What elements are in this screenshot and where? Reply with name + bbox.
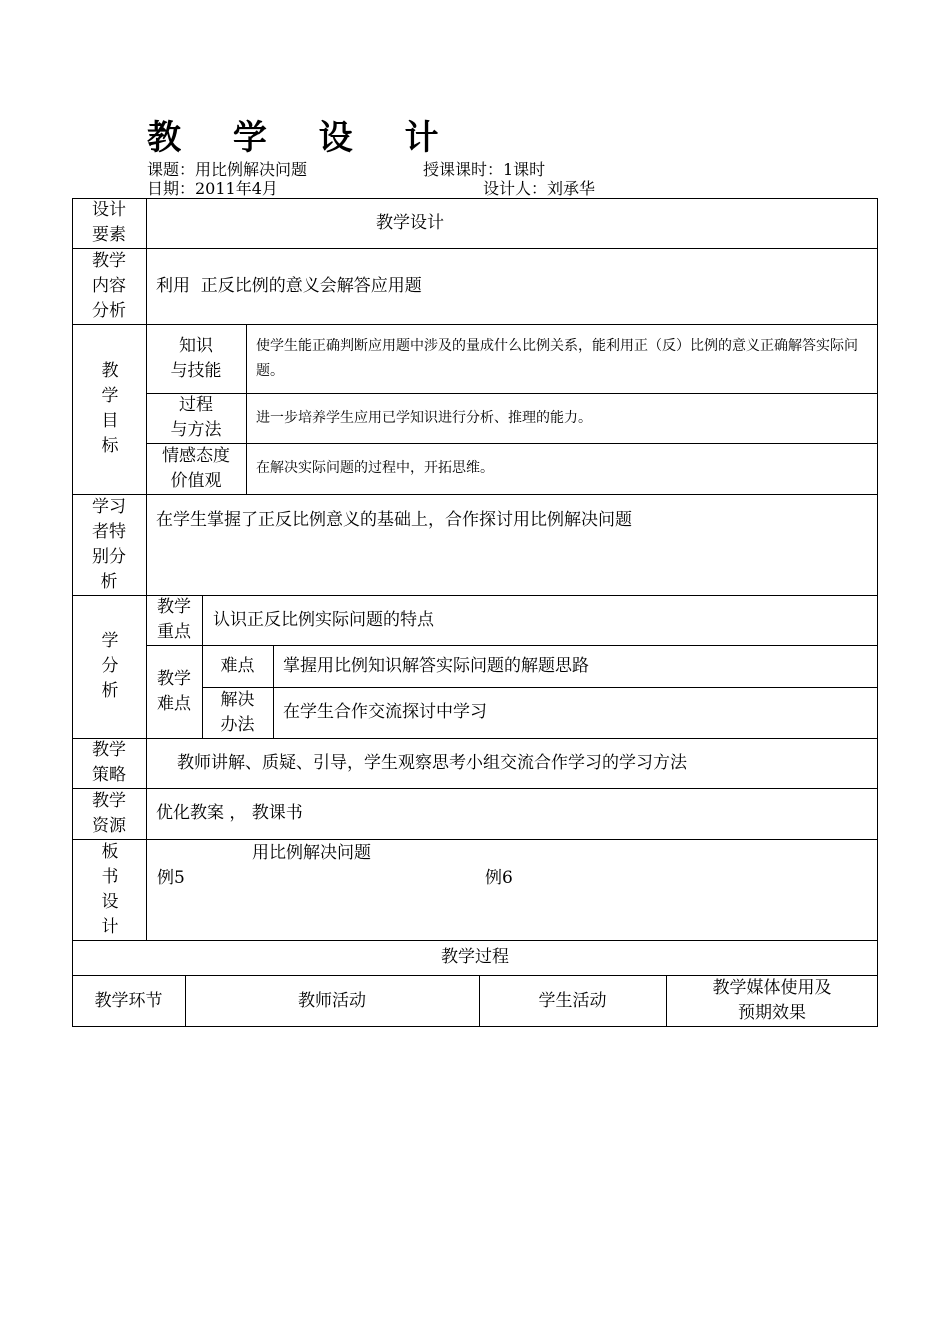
learner-text: 在学生掌握了正反比例意义的基础上，合作探讨用比例解决问题: [156, 510, 632, 530]
difficulty-divider: [273, 645, 274, 738]
analysis-label: 学 分 析: [101, 631, 119, 701]
key-point-label: 教学 重点: [157, 597, 191, 642]
hours-text: 授课课时：1课时: [423, 160, 546, 179]
board-example-5: 例5: [157, 868, 185, 888]
row-divider: [72, 839, 878, 840]
emotion-label: 情感态度 价值观: [162, 445, 230, 491]
design-label: 教学设计: [376, 212, 444, 233]
analysis-label-wrap: [100, 595, 120, 738]
process-method-label: 过程 与方法: [170, 395, 222, 440]
row-divider: [72, 494, 878, 495]
column-student: 学生活动: [538, 990, 607, 1011]
knowledge-label: 知识 与技能: [170, 335, 222, 381]
board-example-6: 例6: [485, 868, 513, 888]
strategy-text: 教师讲解、质疑、引导，学生观察思考小组交流合作学习的学习方法: [177, 752, 687, 773]
content-analysis-text: 利用 正反比例的意义会解答应用题: [156, 275, 422, 296]
resource-label: 教学 资源: [92, 790, 126, 836]
topic-text: 课题：用比例解决问题: [147, 160, 308, 179]
strategy-label: 教学 策略: [92, 740, 126, 785]
key-point-text: 认识正反比例实际问题的特点: [213, 609, 434, 630]
design-elements-label: 设计 要素: [92, 200, 126, 245]
knowledge-text: 使学生能正确判断应用题中涉及的量成什么比例关系，能利用正（反）比例的意义正确解答实际问题。: [256, 337, 858, 379]
process-method-text: 进一步培养学生应用已学知识进行分析、推理的能力。: [256, 409, 592, 426]
learner-label: 学习 者特 别分 析: [92, 496, 126, 592]
difficulty-label: 教学 难点: [157, 668, 191, 714]
hard-text: 掌握用比例知识解答实际问题的解题思路: [283, 655, 589, 676]
goals-label-wrap: [100, 324, 120, 494]
designer-text: 设计人：刘承华: [483, 179, 596, 198]
column-stage: 教学环节: [94, 990, 163, 1011]
column-media: 教学媒体使用及 预期效果: [712, 978, 832, 1023]
emotion-text: 在解决实际问题的过程中，开拓思维。: [256, 460, 494, 476]
board-title: 用比例解决问题: [252, 843, 371, 863]
board-label-wrap: [100, 839, 120, 940]
process-header: 教学过程: [441, 947, 509, 967]
label-column-divider: [146, 198, 147, 940]
goals-divider: [246, 324, 247, 494]
column-teacher: 教师活动: [298, 990, 366, 1011]
hard-label: 难点: [220, 655, 255, 676]
page-title: 教 学 设 计: [147, 118, 459, 158]
date-text: 日期：2011年4月: [147, 179, 278, 198]
solution-label: 解决 办法: [220, 689, 255, 735]
solution-text: 在学生合作交流探讨中学习: [283, 702, 487, 722]
board-label: 板 书 设 计: [101, 841, 119, 937]
goals-label: 教 学 目 标: [101, 361, 119, 456]
resource-text: 优化教案 ， 教课书: [156, 803, 303, 823]
content-analysis-label: 教学 内容 分析: [92, 250, 126, 321]
